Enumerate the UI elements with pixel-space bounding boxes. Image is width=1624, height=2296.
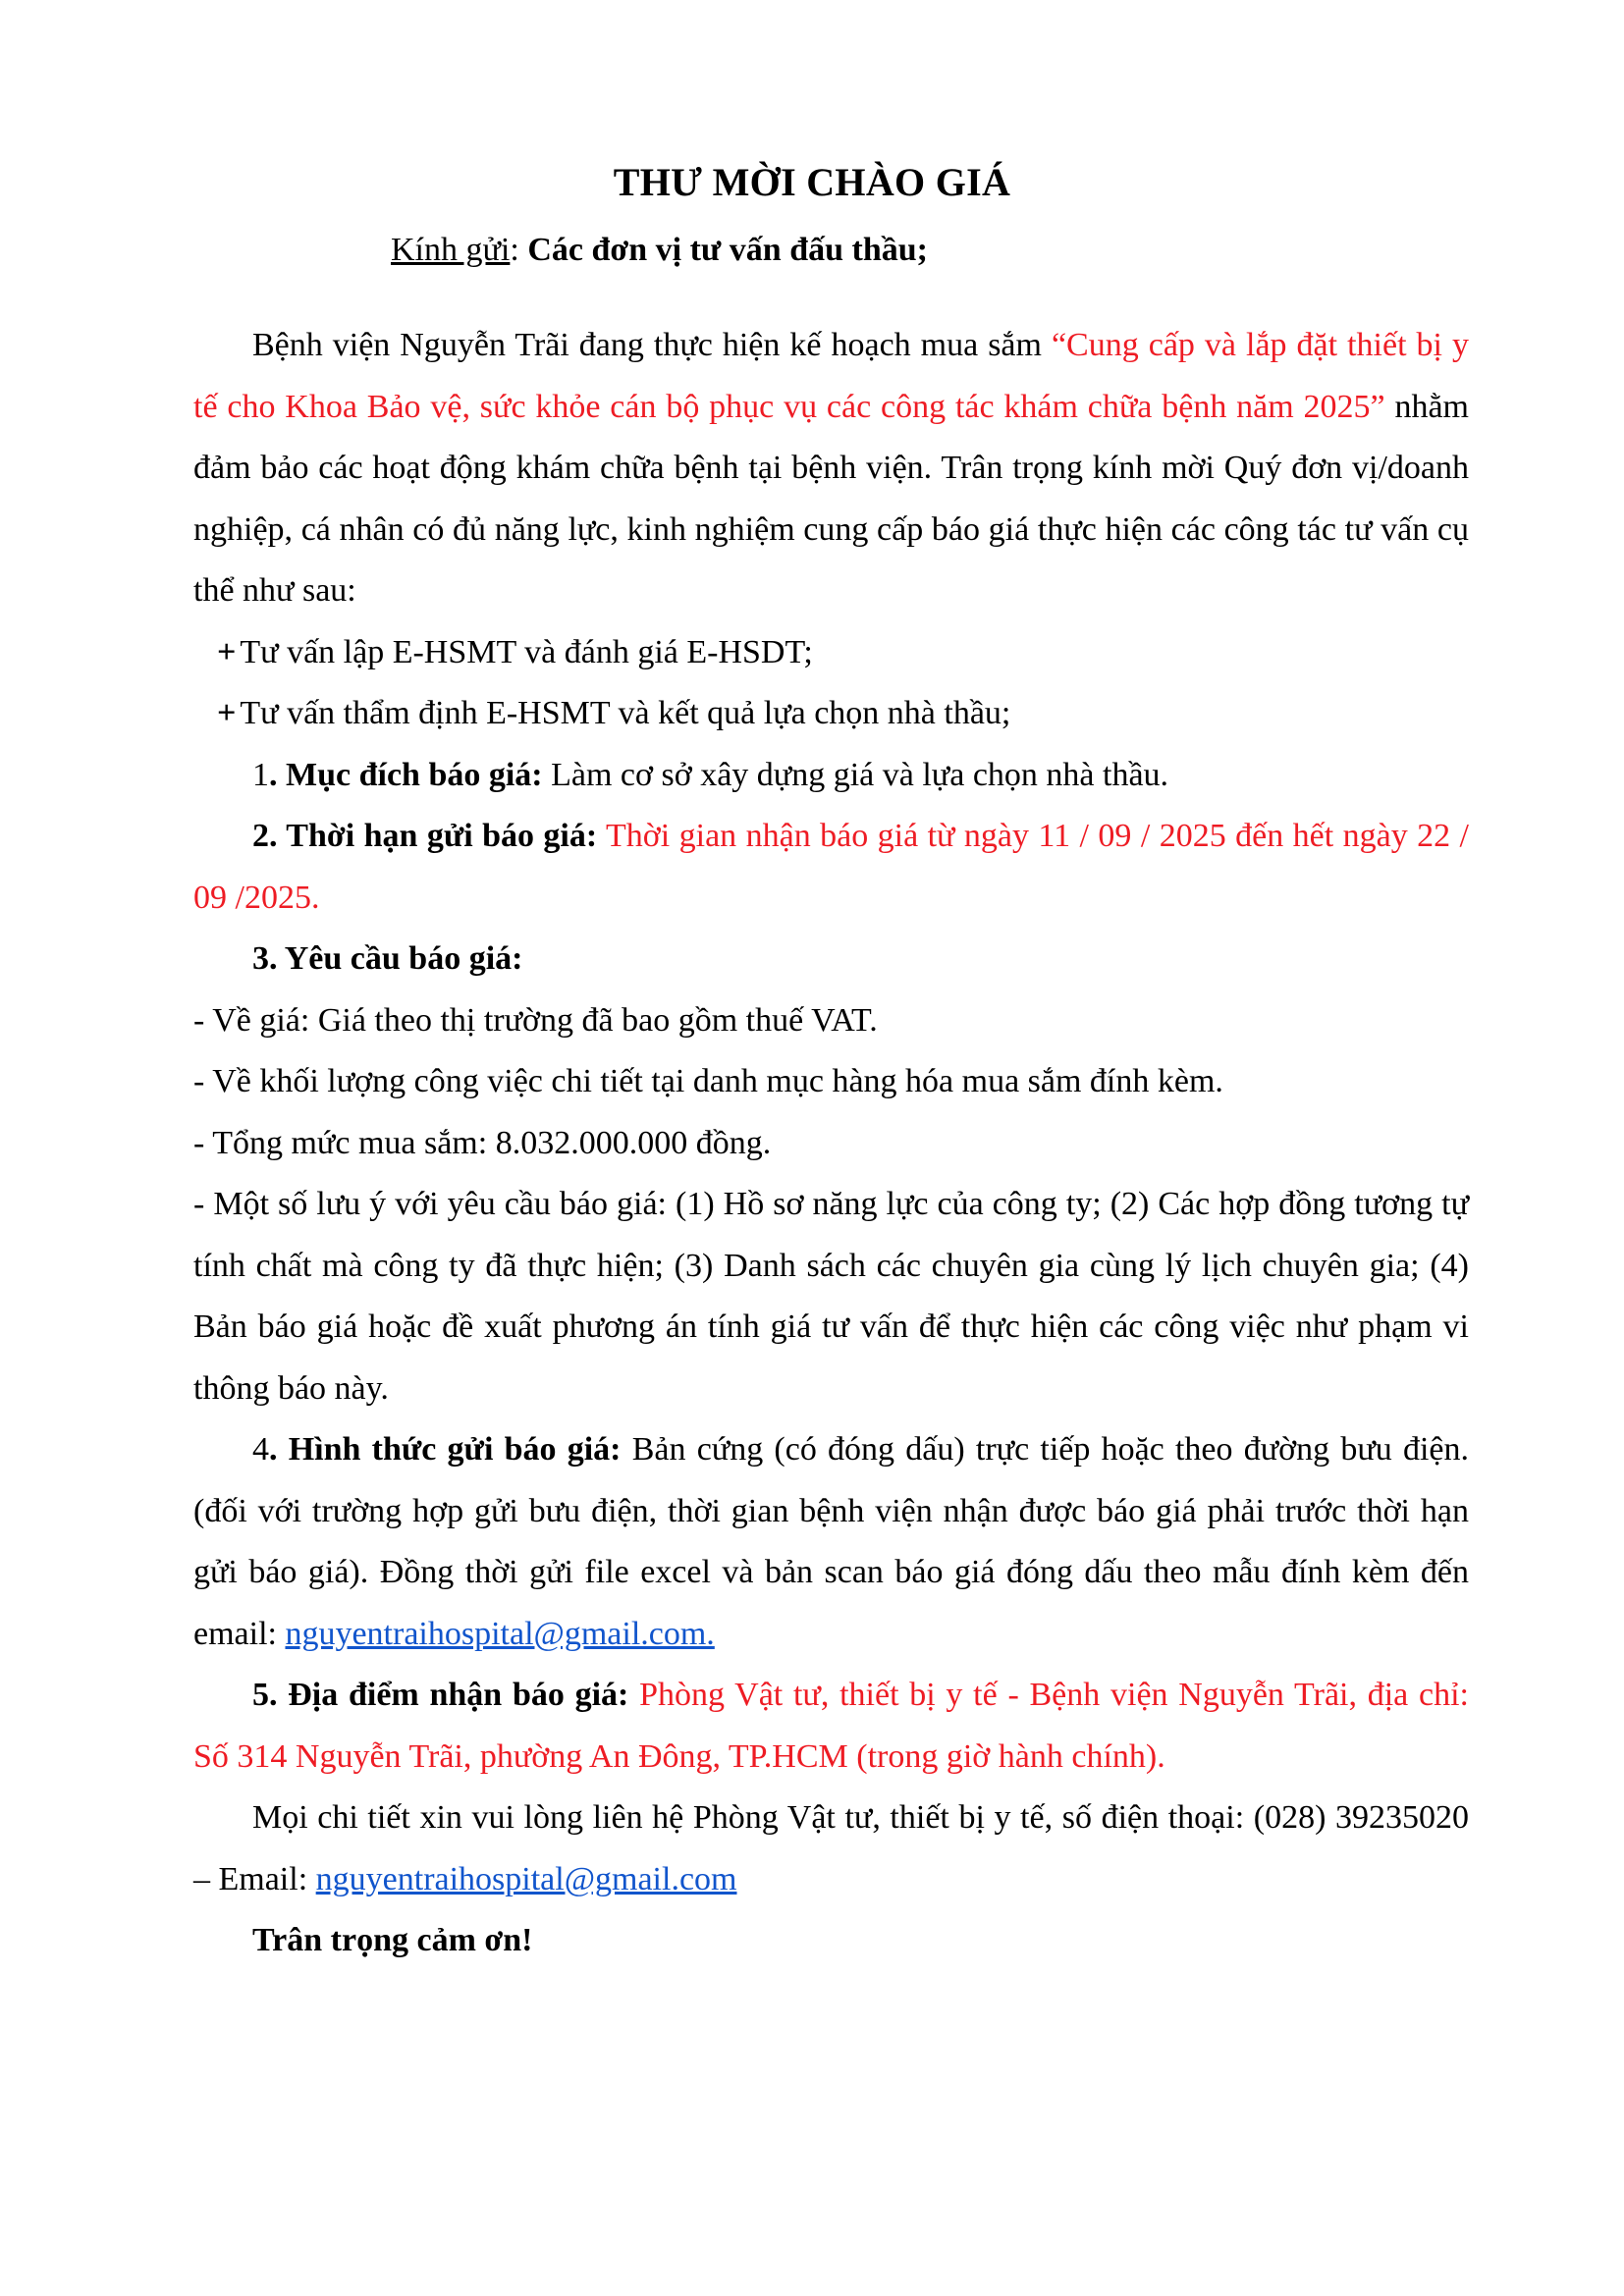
email-link[interactable]: nguyentraihospital@gmail.com. xyxy=(285,1615,715,1652)
salutation xyxy=(391,226,928,275)
service-item-text: Tư vấn thẩm định E-HSMT và kết quả lựa chọn nhà thầu; xyxy=(240,695,1011,731)
service-item xyxy=(193,683,1469,745)
section-label: . Mục đích báo giá: xyxy=(269,756,543,793)
salutation-colon: : xyxy=(510,232,528,268)
intro-text-after: nhằm đảm bảo các hoạt động khám chữa bệnh tại bệnh viện. Trân trọng kính mời Quý đơn vị/doanh nghiệp, cá nhân có đủ năng lực, kinh nghiệm cung cấp báo giá thực hiện các công tác tư vấn cụ thể như sau: xyxy=(193,388,1469,609)
project-name: “Cung cấp và lắp đặt thiết bị y tế cho Khoa Bảo vệ, sức khỏe cán bộ phục vụ các công tác khám chữa bệnh năm 2025” xyxy=(193,327,1469,425)
service-item-text: Tư vấn lập E-HSMT và đánh giá E-HSDT; xyxy=(240,633,813,670)
deadline-text: Thời gian nhận báo giá từ ngày 11 / 09 / 2025 đến hết ngày 22 / 09 /2025. xyxy=(193,818,1469,916)
section-text: Làm cơ sở xây dựng giá và lựa chọn nhà thầu. xyxy=(542,756,1169,793)
section-label: 2. Thời hạn gửi báo giá: xyxy=(252,818,598,854)
service-item xyxy=(193,622,1469,684)
contact-paragraph xyxy=(193,1788,1469,1910)
section-number: 4 xyxy=(252,1431,269,1468)
section-text: Bản cứng (có đóng dấu) trực tiếp hoặc theo đường bưu điện. (đối với trường hợp gửi bưu điện, thời gian bệnh viện nhận được báo giá phải trước thời hạn gửi báo giá). Đồng thời gửi file excel và bản scan báo giá đóng dấu theo mẫu đính kèm đến email: xyxy=(193,1431,1469,1652)
section-label: . Hình thức gửi báo giá: xyxy=(269,1431,622,1468)
requirement-line: - Về giá: Giá theo thị trường đã bao gồm thuế VAT. xyxy=(193,1001,878,1039)
salutation-label: Kính gửi xyxy=(391,232,511,268)
section-purpose xyxy=(193,745,1469,807)
plus-icon: + xyxy=(217,695,237,731)
intro-paragraph xyxy=(193,315,1469,622)
contact-text: Mọi chi tiết xin vui lòng liên hệ Phòng Vật tư, thiết bị y tế, số điện thoại: (028) 39235020 – Email: xyxy=(193,1799,1469,1897)
requirement-line: - Tổng mức mua sắm: 8.032.000.000 đồng. xyxy=(193,1124,772,1161)
section-label: 5. Địa điểm nhận báo giá: xyxy=(252,1677,629,1713)
section-location xyxy=(193,1665,1469,1788)
intro-text-before: Bệnh viện Nguyễn Trãi đang thực hiện kế hoạch mua sắm xyxy=(252,327,1052,363)
plus-icon: + xyxy=(217,633,237,670)
section-number: 1 xyxy=(252,756,269,793)
location-text: Phòng Vật tư, thiết bị y tế - Bệnh viện Nguyễn Trãi, địa chỉ: Số 314 Nguyễn Trãi, phường An Đông, TP.HCM (trong giờ hành chính). xyxy=(193,1677,1469,1775)
section-label: 3. Yêu cầu báo giá: xyxy=(252,940,523,977)
letter-body xyxy=(193,315,1469,1972)
section-requirements xyxy=(193,929,1469,990)
requirement-line: - Về khối lượng công việc chi tiết tại danh mục hàng hóa mua sắm đính kèm. xyxy=(193,1063,1223,1099)
section-submission xyxy=(193,1419,1469,1665)
document-title: THƯ MỜI CHÀO GIÁ xyxy=(613,160,1011,204)
contact-email-link[interactable]: nguyentraihospital@gmail.com xyxy=(315,1860,737,1897)
salutation-recipient: Các đơn vị tư vấn đấu thầu; xyxy=(527,232,928,268)
closing-line: Trân trọng cảm ơn! xyxy=(252,1922,533,1958)
requirement-line: - Một số lưu ý với yêu cầu báo giá: (1) Hồ sơ năng lực của công ty; (2) Các hợp đồng tương tự tính chất mà công ty đã thực hiện; (3) Danh sách các chuyên gia cùng lý lịch chuyên gia; (4) Bản báo giá hoặc đề xuất phương án tính giá tư vấn để thực hiện các công việc như phạm vi thông báo này. xyxy=(193,1186,1469,1407)
section-deadline xyxy=(193,806,1469,929)
